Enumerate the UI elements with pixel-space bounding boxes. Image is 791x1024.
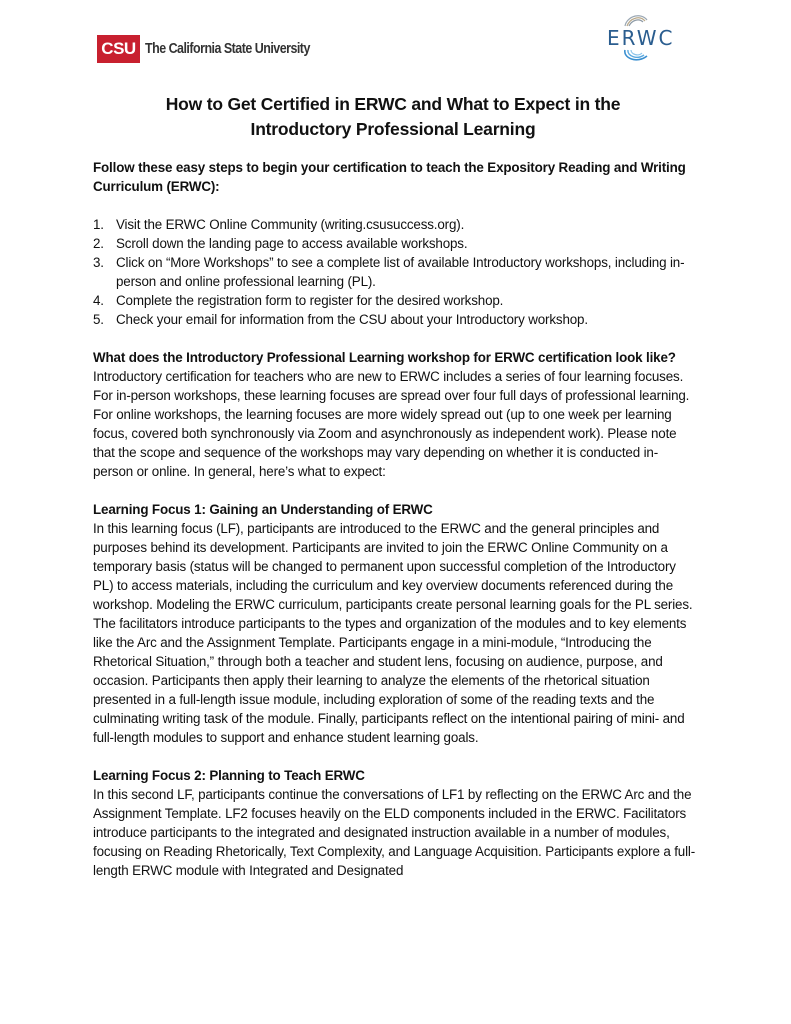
erwc-logo-text: ERWC	[607, 26, 675, 50]
steps-list	[93, 215, 698, 329]
step-text: Click on “More Workshops” to see a complete list of available Introductory workshops, including in-person and online professional learning (PL).	[116, 255, 685, 289]
step-text: Check your email for information from the CSU about your Introductory workshop.	[116, 312, 588, 327]
step-text: Visit the ERWC Online Community (writing.csusuccess.org).	[116, 217, 465, 232]
learning-focus-2-heading: Learning Focus 2: Planning to Teach ERWC	[93, 768, 365, 783]
steps-intro: Follow these easy steps to begin your certification to teach the Expository Reading and Writing Curriculum (ERWC):	[93, 160, 686, 194]
learning-focus-1-section	[93, 500, 698, 747]
step-number: 1.	[93, 217, 104, 232]
step-number: 4.	[93, 293, 104, 308]
title-line-1: How to Get Certified in ERWC and What to Expect in the	[165, 94, 621, 114]
step-number: 2.	[93, 236, 104, 251]
overview-section	[93, 348, 698, 481]
learning-focus-2-body: In this second LF, participants continue the conversations of LF1 by reflecting on the ERWC Arc and the Assignment Template. LF2 focuses heavily on the ELD components included in the ERWC. Facilitators introduce participants to the integrated and designated instruction available in a number of modules, focusing on Reading Rhetorically, Text Complexity, and Language Acquisition. Participants explore a full-length ERWC module with Integrated and Designated	[93, 787, 696, 878]
step-item	[93, 310, 698, 329]
csu-logo-name: The California State University	[145, 41, 310, 57]
step-item	[93, 253, 698, 291]
page-title	[93, 92, 693, 142]
step-item	[93, 215, 698, 234]
csu-logo	[97, 35, 337, 63]
document-body	[93, 158, 698, 899]
learning-focus-1-body: In this learning focus (LF), participants are introduced to the ERWC and the general principles and purposes behind its development. Participants are invited to join the ERWC Online Community on a temporary basis (status will be changed to permanent upon successful completion of the Introductory PL) to access materials, including the curriculum and key overview documents referenced during the workshop. Modeling the ERWC curriculum, participants create personal learning goals for the PL series. The facilitators introduce participants to the types and organization of the modules and to key elements like the Arc and the Assignment Template. Participants engage in a mini-module, “Introducing the Rhetorical Situation,” through both a teacher and student lens, focusing on audience, purpose, and occasion. Participants then apply their learning to analyze the elements of the rhetorical situation presented in a full-length issue module, including exploration of some of the reading texts and the culminating writing task of the module. Finally, participants reflect on the intentional pairing of mini- and full-length modules to support and enhance student learning goals.	[93, 521, 693, 745]
csu-logo-mark: CSU	[97, 35, 140, 63]
erwc-logo	[603, 12, 675, 64]
step-text: Scroll down the landing page to access available workshops.	[116, 236, 468, 251]
overview-body: Introductory certification for teachers who are new to ERWC includes a series of four learning focuses. For in-person workshops, these learning focuses are spread over four full days of professional learning. For online workshops, the learning focuses are more widely spread out (up to one week per learning focus, covered both synchronously via Zoom and asynchronously as independent work). Please note that the scope and sequence of the workshops may vary depending on whether it is conducted in-person or online. In general, here’s what to expect:	[93, 369, 690, 479]
step-text: Complete the registration form to register for the desired workshop.	[116, 293, 504, 308]
overview-heading: What does the Introductory Professional Learning workshop for ERWC certification look like?	[93, 350, 676, 365]
title-line-2: Introductory Professional Learning	[250, 119, 536, 139]
learning-focus-1-heading: Learning Focus 1: Gaining an Understanding of ERWC	[93, 502, 433, 517]
learning-focus-2-section	[93, 766, 698, 880]
step-item	[93, 234, 698, 253]
step-item	[93, 291, 698, 310]
step-number: 5.	[93, 312, 104, 327]
step-number: 3.	[93, 255, 104, 270]
